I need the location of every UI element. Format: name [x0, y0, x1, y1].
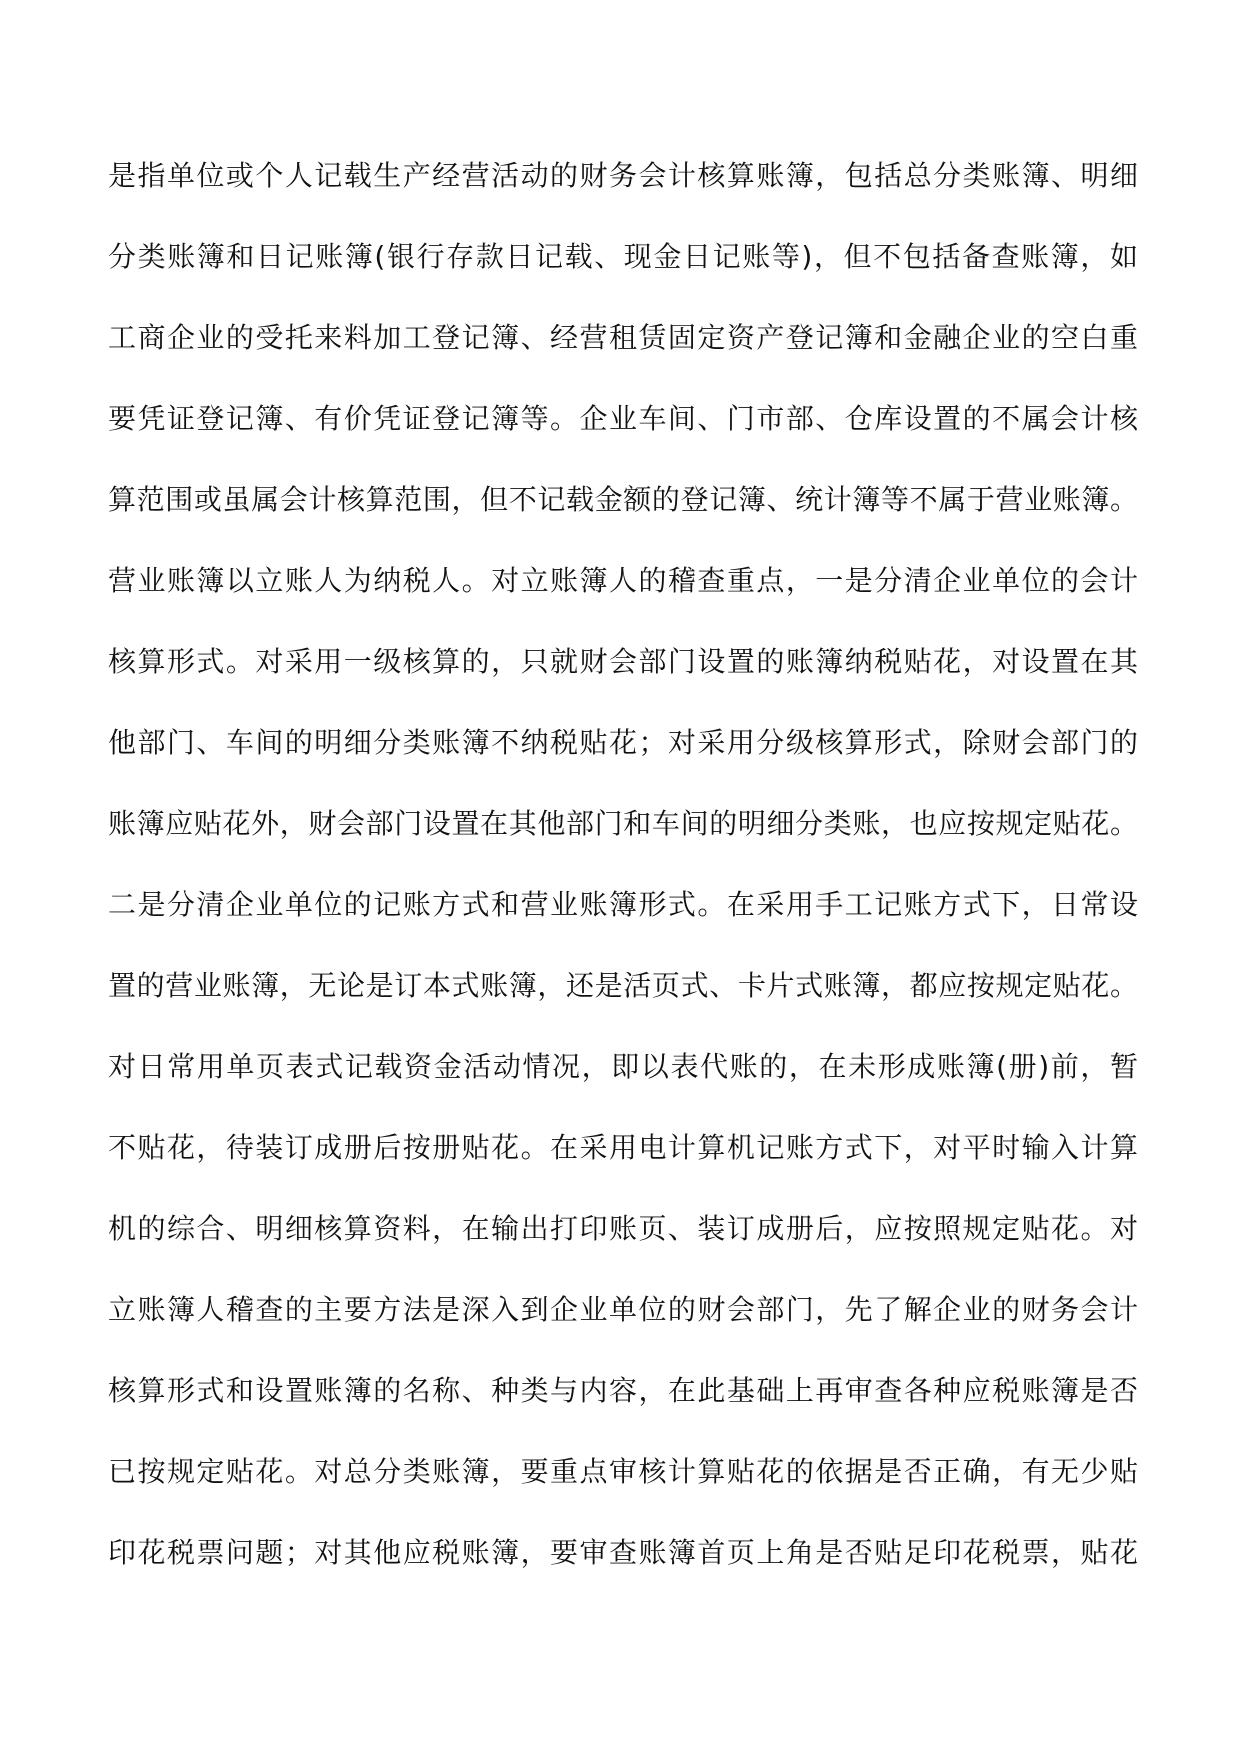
text-line: 要凭证登记簿、有价凭证登记簿等。企业车间、门市部、仓库设置的不属会计核 — [108, 402, 1138, 435]
text-line: 核算形式和设置账簿的名称、种类与内容，在此基础上再审查各种应税账簿是否 — [108, 1374, 1138, 1407]
text-line: 分类账簿和日记账簿(银行存款日记载、现金日记账等)，但不包括备查账簿，如 — [108, 240, 1138, 273]
text-line: 他部门、车间的明细分类账簿不纳税贴花；对采用分级核算形式，除财会部门的 — [108, 726, 1138, 759]
body-text — [108, 158, 1138, 1616]
text-line: 立账簿人稽查的主要方法是深入到企业单位的财会部门，先了解企业的财务会计 — [108, 1293, 1138, 1326]
text-line: 工商企业的受托来料加工登记簿、经营租赁固定资产登记簿和金融企业的空白重 — [108, 321, 1138, 354]
text-line: 印花税票问题；对其他应税账簿，要审查账簿首页上角是否贴足印花税票，贴花 — [108, 1536, 1138, 1569]
text-line: 核算形式。对采用一级核算的，只就财会部门设置的账簿纳税贴花，对设置在其 — [108, 645, 1138, 678]
text-line: 置的营业账簿，无论是订本式账簿，还是活页式、卡片式账簿，都应按规定贴花。 — [108, 969, 1138, 1002]
text-line: 是指单位或个人记载生产经营活动的财务会计核算账簿，包括总分类账簿、明细 — [108, 159, 1138, 192]
text-line: 账簿应贴花外，财会部门设置在其他部门和车间的明细分类账，也应按规定贴花。 — [108, 807, 1138, 840]
text-line: 不贴花，待装订成册后按册贴花。在采用电计算机记账方式下，对平时输入计算 — [108, 1131, 1138, 1164]
text-line: 已按规定贴花。对总分类账簿，要重点审核计算贴花的依据是否正确，有无少贴 — [108, 1455, 1138, 1488]
text-line: 二是分清企业单位的记账方式和营业账簿形式。在采用手工记账方式下，日常设 — [108, 888, 1138, 921]
text-line: 营业账簿以立账人为纳税人。对立账簿人的稽查重点，一是分清企业单位的会计 — [108, 564, 1138, 597]
text-line: 机的综合、明细核算资料，在输出打印账页、装订成册后，应按照规定贴花。对 — [108, 1212, 1138, 1245]
text-line: 对日常用单页表式记载资金活动情况，即以表代账的，在未形成账簿(册)前，暂 — [108, 1050, 1138, 1083]
text-line: 算范围或虽属会计核算范围，但不记载金额的登记簿、统计簿等不属于营业账簿。 — [108, 483, 1138, 516]
